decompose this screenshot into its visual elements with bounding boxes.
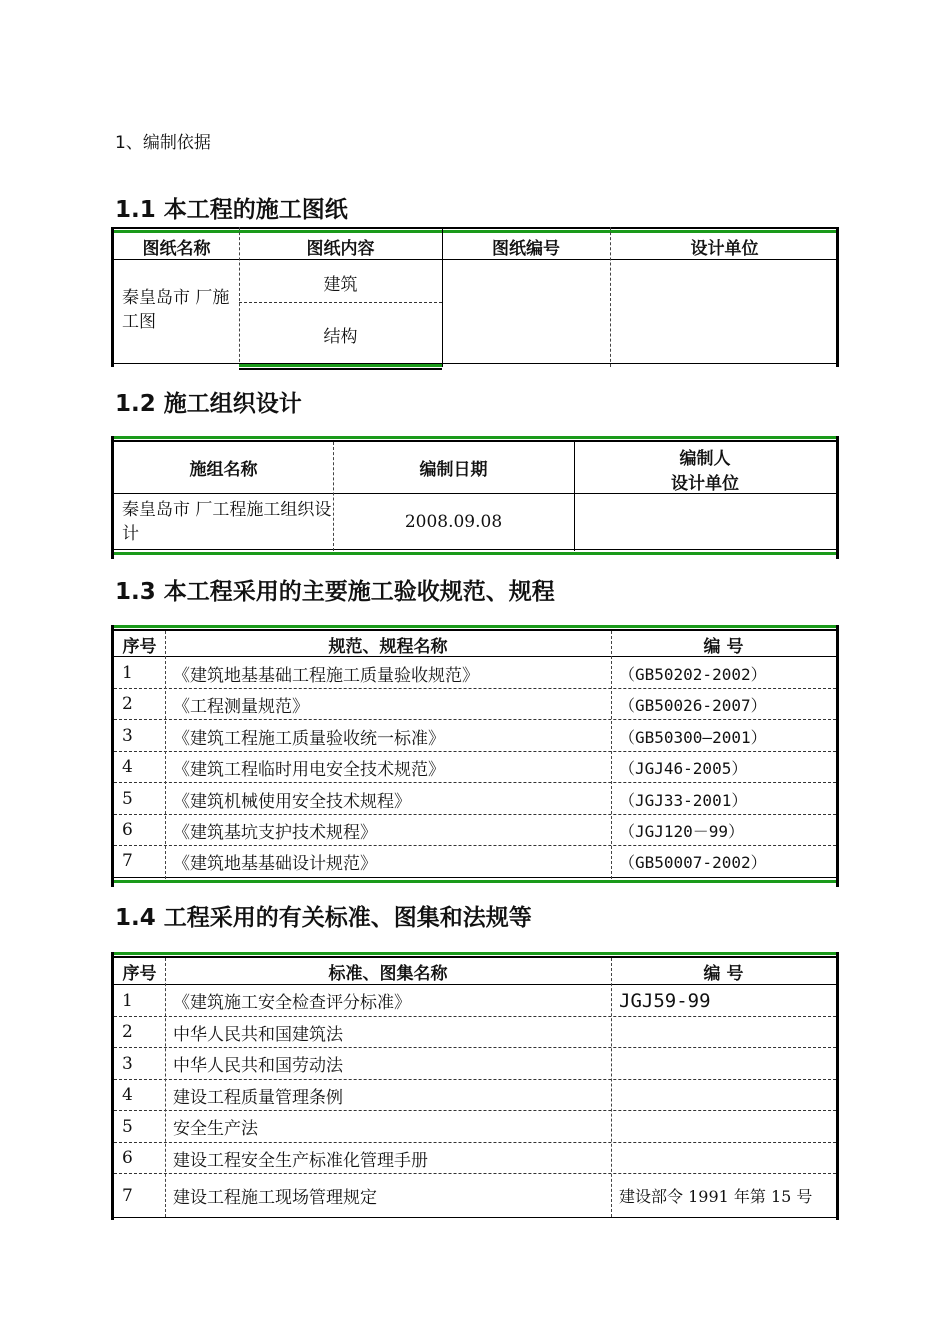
table-row-code: （GB50026-2007） xyxy=(619,695,767,715)
prepare-date-cell: 2008.09.08 xyxy=(404,512,503,532)
table-row-no: 4 xyxy=(122,757,133,777)
table-row-no: 4 xyxy=(122,1085,133,1105)
col-header-preparer: 编制人 xyxy=(679,448,731,469)
table-row-no: 3 xyxy=(122,726,133,746)
col-header-spec-name: 规范、规程名称 xyxy=(328,636,448,657)
table-row-code: JGJ59-99 xyxy=(619,989,711,1012)
col-header-no: 序号 xyxy=(122,964,157,984)
plan-name-cell: 秦皇岛市 厂工程施工组织设计 xyxy=(122,500,332,544)
table-row-no: 6 xyxy=(122,1148,133,1168)
table-row-no: 1 xyxy=(122,663,133,683)
drawings-table xyxy=(111,227,839,367)
section-heading-1-1: 1.1 本工程的施工图纸 xyxy=(115,197,348,223)
table-row-code: （JGJ33-2001） xyxy=(619,790,748,810)
section-heading-1-2: 1.2 施工组织设计 xyxy=(115,391,302,417)
table-row-name: 《建筑工程临时用电安全技术规范》 xyxy=(173,759,445,780)
drawing-name-cell: 秦皇岛市 厂施工图 xyxy=(122,288,230,332)
col-header-drawing-number: 图纸编号 xyxy=(492,238,560,259)
table-row-name: 安全生产法 xyxy=(173,1119,258,1139)
table-row-name: 中华人民共和国建筑法 xyxy=(173,1024,343,1045)
table-row-name: 《建筑地基基础工程施工质量验收规范》 xyxy=(173,665,479,686)
construction-design-table xyxy=(111,436,839,559)
table-row-no: 5 xyxy=(122,1116,133,1137)
green-rule xyxy=(239,364,442,367)
table-row-code: 建设部令 1991 年第 15 号 xyxy=(619,1187,813,1206)
table-row-name: 《建筑地基基础设计规范》 xyxy=(173,853,377,874)
table-row-no: 5 xyxy=(122,789,133,809)
table-row-no: 7 xyxy=(122,851,133,871)
section-heading-1-3: 1.3 本工程采用的主要施工验收规范、规程 xyxy=(115,579,555,605)
col-header-drawing-name: 图纸名称 xyxy=(142,238,211,259)
table-row-code: （GB50300—2001） xyxy=(619,727,767,747)
section-heading-1-4: 1.4 工程采用的有关标准、图集和法规等 xyxy=(115,905,532,931)
col-header-no: 序号 xyxy=(122,636,157,657)
table-row-no: 2 xyxy=(122,694,133,714)
table-row-name: 《工程测量规范》 xyxy=(173,696,309,717)
table-row-name: 《建筑机械使用安全技术规程》 xyxy=(173,791,411,812)
table-row-code: （JGJ120－99） xyxy=(619,821,745,841)
table-row-name: 建设工程质量管理条例 xyxy=(173,1087,343,1108)
col-header-code: 编 号 xyxy=(703,636,744,657)
col-header-prepare-date: 编制日期 xyxy=(419,460,488,480)
table-row-name: 中华人民共和国劳动法 xyxy=(173,1056,343,1076)
table-row-no: 7 xyxy=(122,1185,133,1206)
section-heading-intro: 1、编制依据 xyxy=(115,133,211,153)
table-row-name: 《建筑施工安全检查评分标准》 xyxy=(173,993,411,1013)
specifications-table xyxy=(111,625,839,887)
col-header-standard-name: 标准、图集名称 xyxy=(328,964,448,984)
table-row-code: （JGJ46-2005） xyxy=(619,758,748,778)
drawing-content-structure: 结构 xyxy=(323,326,358,347)
drawing-content-architecture: 建筑 xyxy=(323,274,358,295)
col-header-design-unit: 设计单位 xyxy=(690,238,759,259)
table-row-name: 建设工程安全生产标准化管理手册 xyxy=(173,1150,428,1171)
table-row-name: 《建筑工程施工质量验收统一标准》 xyxy=(173,728,445,749)
table-row-no: 2 xyxy=(122,1022,133,1042)
table-row-no: 1 xyxy=(122,990,133,1011)
col-header-plan-name: 施组名称 xyxy=(189,460,258,480)
table-row-code: （GB50202-2002） xyxy=(619,664,767,684)
table-row-name: 《建筑基坑支护技术规程》 xyxy=(173,822,377,843)
col-header-design-unit-2: 设计单位 xyxy=(671,473,739,494)
table-row-no: 6 xyxy=(122,820,133,840)
col-header-drawing-content: 图纸内容 xyxy=(306,238,375,259)
standards-table xyxy=(111,952,839,1220)
table-row-code: （GB50007-2002） xyxy=(619,852,767,872)
black-rule xyxy=(239,368,442,370)
table-row-name: 建设工程施工现场管理规定 xyxy=(173,1188,377,1208)
table-row-no: 3 xyxy=(122,1053,133,1074)
col-header-code: 编 号 xyxy=(703,964,744,984)
